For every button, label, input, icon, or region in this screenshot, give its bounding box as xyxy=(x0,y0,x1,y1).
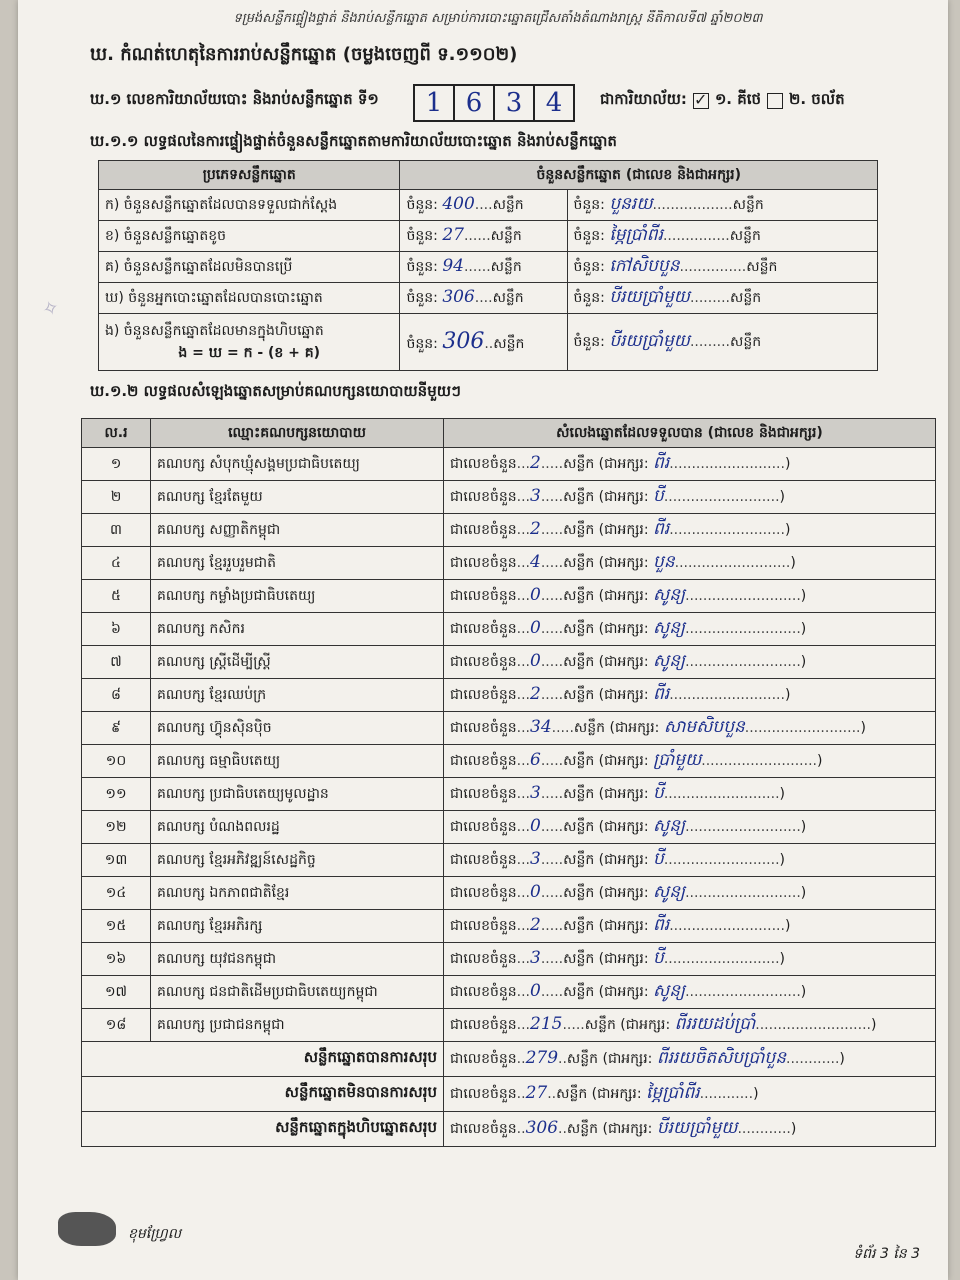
row-label: ឃ) ចំនួនអ្នកបោះឆ្នោតដែលបានបោះឆ្នោត xyxy=(99,283,400,314)
row-label: គ) ចំនួនសន្លឹកឆ្នោតដែលមិនបានប្រើ xyxy=(99,252,400,283)
party-name: គណបក្ស កសិករ xyxy=(151,613,444,646)
votes-words[interactable]: ពីរ xyxy=(653,914,670,935)
votes-cell: ជាលេខចំនួន...2.....សន្លឹក (ជាអក្សរ: ពីរ..........................) xyxy=(444,910,936,943)
row-number: ៤ xyxy=(82,547,151,580)
table-row xyxy=(82,910,936,943)
page-number: ទំព័រ 3 នៃ 3 xyxy=(853,1246,920,1262)
formula: ង = ឃ = ក - (ខ + គ) xyxy=(178,345,321,361)
total-votes-cell: ជាលេខចំនួន..306..សន្លឹក (ជាអក្សរ: បីរយប្រាំមួយ............) xyxy=(444,1112,936,1147)
count-number[interactable]: 94 xyxy=(442,256,464,276)
total-label: សន្លឹកឆ្នោតមិនបានការសរុប xyxy=(82,1077,444,1112)
party-name: គណបក្ស សំបុកឃ្មុំសង្គមប្រជាធិបតេយ្យ xyxy=(151,448,444,481)
votes-number[interactable]: 0 xyxy=(530,881,541,902)
table-row xyxy=(82,514,936,547)
votes-number[interactable]: 0 xyxy=(530,617,541,638)
table-row xyxy=(82,547,936,580)
footer-text: ខុមហ្វ្រែល xyxy=(128,1226,182,1242)
table-row xyxy=(82,481,936,514)
votes-cell: ជាលេខចំនួន...4.....សន្លឹក (ជាអក្សរ: បួន..........................) xyxy=(444,547,936,580)
row-label: ង) ចំនួនសន្លឹកឆ្នោតដែលមានក្នុងហិបឆ្នោត ង = ឃ = ក - (ខ + គ) xyxy=(99,314,400,371)
votes-cell: ជាលេខចំនួន...215.....សន្លឹក (ជាអក្សរ: ពីររយដប់ប្រាំ..........................) xyxy=(444,1009,936,1042)
count-number[interactable]: 306 xyxy=(442,287,475,307)
count-words[interactable]: បីរយប្រាំមួយ xyxy=(609,286,690,307)
votes-cell: ជាលេខចំនួន...0.....សន្លឹក (ជាអក្សរ: សូន្យ..........................) xyxy=(444,877,936,910)
votes-cell: ជាលេខចំនួន...3.....សន្លឹក (ជាអក្សរ: បី..........................) xyxy=(444,844,936,877)
count-words-cell: ចំនួន: បីរយប្រាំមួយ.........សន្លឹក xyxy=(567,283,878,314)
votes-number[interactable]: 6 xyxy=(530,749,541,770)
votes-number[interactable]: 4 xyxy=(530,551,541,572)
votes-cell: ជាលេខចំនួន...0.....សន្លឹក (ជាអក្សរ: សូន្យ..........................) xyxy=(444,976,936,1009)
total-rows xyxy=(82,1042,936,1147)
votes-words[interactable]: បី xyxy=(653,848,664,869)
party-name: គណបក្ស ប្រជាធិបតេយ្យមូលដ្ឋាន xyxy=(151,778,444,811)
table-row xyxy=(82,976,936,1009)
party-name: គណបក្ស ជនជាតិដើមប្រជាធិបតេយ្យកម្ពុជា xyxy=(151,976,444,1009)
party-name: គណបក្ស ខ្មែរអភិរក្ស xyxy=(151,910,444,943)
office-digit: 6 xyxy=(453,84,495,122)
fixed-office-label: ១. គីថេ xyxy=(714,90,762,108)
total-label: សន្លឹកឆ្នោតក្នុងហិបឆ្នោតសរុប xyxy=(82,1112,444,1147)
table-row xyxy=(82,844,936,877)
votes-number[interactable]: 0 xyxy=(530,584,541,605)
party-name: គណបក្ស ប្រជាជនកម្ពុជា xyxy=(151,1009,444,1042)
form-sheet xyxy=(18,0,948,1280)
count-number-cell: ចំនួន: 94......សន្លឹក xyxy=(400,252,567,283)
col-ballot-count: ចំនួនសន្លឹកឆ្នោត (ជាលេខ និងជាអក្សរ) xyxy=(400,161,878,190)
count-words-cell: ចំនួន: កៅសិបបួន...............សន្លឹក xyxy=(567,252,878,283)
office-digit-boxes xyxy=(415,84,575,122)
votes-cell: ជាលេខចំនួន...2.....សន្លឹក (ជាអក្សរ: ពីរ..........................) xyxy=(444,679,936,712)
votes-cell: ជាលេខចំនួន...0.....សន្លឹក (ជាអក្សរ: សូន្យ..........................) xyxy=(444,613,936,646)
row-label: ខ) ចំនួនសន្លឹកឆ្នោតខូច xyxy=(99,221,400,252)
row-number: ៩ xyxy=(82,712,151,745)
party-name: គណបក្ស ស្ត្រីដើម្បីស្ត្រី xyxy=(151,646,444,679)
votes-words[interactable]: បី xyxy=(653,947,664,968)
count-number-cell: ចំនួន: 27......សន្លឹក xyxy=(400,221,567,252)
mobile-office-checkbox[interactable] xyxy=(767,93,783,109)
votes-number[interactable]: 2 xyxy=(530,914,541,935)
section2-title: ឃ.១.២ លទ្ធផលសំឡេងឆ្នោតសម្រាប់គណបក្សនយោបាយនីមួយៗ xyxy=(90,382,461,400)
votes-number[interactable]: 215 xyxy=(530,1013,563,1034)
table-row xyxy=(82,580,936,613)
row-number: ៧ xyxy=(82,646,151,679)
row-label: ក) ចំនួនសន្លឹកឆ្នោតដែលបានទទួលជាក់ស្តែង xyxy=(99,190,400,221)
total-row xyxy=(82,1112,936,1147)
votes-cell: ជាលេខចំនួន...3.....សន្លឹក (ជាអក្សរ: បី..........................) xyxy=(444,778,936,811)
count-words[interactable]: កៅសិបបួន xyxy=(609,255,680,276)
table-row xyxy=(82,778,936,811)
table-row xyxy=(82,943,936,976)
table-row xyxy=(82,712,936,745)
votes-words[interactable]: ពីររយដប់ប្រាំ xyxy=(674,1013,756,1034)
office-type-label: ជាការិយាល័យ: xyxy=(600,90,687,108)
votes-words[interactable]: សាមសិបបួន xyxy=(663,716,745,737)
count-number[interactable]: 400 xyxy=(442,194,475,214)
row-number: ៥ xyxy=(82,580,151,613)
row-number: ៨ xyxy=(82,679,151,712)
row-number: ៦ xyxy=(82,613,151,646)
count-words[interactable]: បួនរយ xyxy=(609,193,653,214)
votes-number[interactable]: 3 xyxy=(530,782,541,803)
count-number-cell: ចំនួន: 306..សន្លឹក xyxy=(400,314,567,371)
office-digit: 1 xyxy=(413,84,455,122)
count-words[interactable]: ម្ភៃប្រាំពីរ xyxy=(609,224,663,245)
votes-number[interactable]: 0 xyxy=(530,980,541,1001)
fixed-office-checkbox[interactable] xyxy=(693,93,709,109)
row-number: ១ xyxy=(82,448,151,481)
votes-number[interactable]: 2 xyxy=(530,518,541,539)
count-number[interactable]: 306 xyxy=(442,329,485,354)
votes-cell: ជាលេខចំនួន...3.....សន្លឹក (ជាអក្សរ: បី..........................) xyxy=(444,943,936,976)
party-name: គណបក្ស ខ្មែរអភិវឌ្ឍន៍សេដ្ឋកិច្ច xyxy=(151,844,444,877)
votes-cell: ជាលេខចំនួន...2.....សន្លឹក (ជាអក្សរ: ពីរ..........................) xyxy=(444,448,936,481)
votes-cell: ជាលេខចំនួន...6.....សន្លឹក (ជាអក្សរ: ប្រាំមួយ..........................) xyxy=(444,745,936,778)
table-row xyxy=(82,811,936,844)
count-number[interactable]: 27 xyxy=(442,225,464,245)
table-row xyxy=(99,314,878,371)
row-number: ១២ xyxy=(82,811,151,844)
col-number: ល.រ xyxy=(82,419,151,448)
count-number-cell: ចំនួន: 306....សន្លឹក xyxy=(400,283,567,314)
party-name: គណបក្ស ធម្មាធិបតេយ្យ xyxy=(151,745,444,778)
votes-words[interactable]: បី xyxy=(653,485,664,506)
row-number: ១០ xyxy=(82,745,151,778)
count-words-cell: ចំនួន: បីរយប្រាំមួយ.........សន្លឹក xyxy=(567,314,878,371)
count-number-cell: ចំនួន: 400....សន្លឹក xyxy=(400,190,567,221)
total-words[interactable]: បីរយប្រាំមួយ xyxy=(656,1117,738,1138)
row-number: ១១ xyxy=(82,778,151,811)
section-title: ឃ. កំណត់ហេតុនៃការរាប់សន្លឹកឆ្នោត (ចម្លងចេញពី ទ.១១០២) xyxy=(90,44,518,65)
votes-words[interactable]: សូន្យ xyxy=(653,881,686,902)
row-number: ៣ xyxy=(82,514,151,547)
section1-title: ឃ.១.១ លទ្ធផលនៃការផ្ទៀងផ្ទាត់ចំនួនសន្លឹកឆ្នោតតាមការិយាល័យបោះឆ្នោត និងរាប់សន្លឹកឆ្នោត xyxy=(90,132,617,150)
votes-number[interactable]: 3 xyxy=(530,947,541,968)
votes-cell: ជាលេខចំនួន...34.....សន្លឹក (ជាអក្សរ: សាមសិបបួន..........................) xyxy=(444,712,936,745)
table-row xyxy=(82,745,936,778)
table-row xyxy=(82,877,936,910)
table-row xyxy=(82,613,936,646)
votes-words[interactable]: សូន្យ xyxy=(653,980,686,1001)
total-label: សន្លឹកឆ្នោតបានការសរុប xyxy=(82,1042,444,1077)
office-number-label: ឃ.១ លេខការិយាល័យបោះ និងរាប់សន្លឹកឆ្នោត ទី១ xyxy=(90,90,379,108)
party-name: គណបក្ស ហ៊្វុនស៊ិនប៉ិច xyxy=(151,712,444,745)
office-digit: 4 xyxy=(533,84,575,122)
party-rows xyxy=(82,448,936,1042)
votes-words[interactable]: សូន្យ xyxy=(653,617,686,638)
count-words[interactable]: បីរយប្រាំមួយ xyxy=(609,330,690,351)
table-row xyxy=(99,190,878,221)
votes-number[interactable]: 2 xyxy=(530,683,541,704)
total-row xyxy=(82,1042,936,1077)
col-party: ឈ្មោះគណបក្សនយោបាយ xyxy=(151,419,444,448)
party-name: គណបក្ស ខ្មែរតែមួយ xyxy=(151,481,444,514)
votes-words[interactable]: ប្រាំមួយ xyxy=(653,749,702,770)
votes-number[interactable]: 3 xyxy=(530,485,541,506)
row-number: ១៦ xyxy=(82,943,151,976)
row-number: ១៤ xyxy=(82,877,151,910)
table-row xyxy=(82,448,936,481)
table-row xyxy=(99,252,878,283)
row-number: ១៥ xyxy=(82,910,151,943)
total-votes-cell: ជាលេខចំនួន..279..សន្លឹក (ជាអក្សរ: ពីររយចិតសិបប្រាំបួន............) xyxy=(444,1042,936,1077)
office-type-group xyxy=(600,90,845,112)
table-row xyxy=(99,221,878,252)
office-digit: 3 xyxy=(493,84,535,122)
votes-number[interactable]: 2 xyxy=(530,452,541,473)
votes-words[interactable]: ពីរ xyxy=(653,683,670,704)
count-words-cell: ចំនួន: បួនរយ..................សន្លឹក xyxy=(567,190,878,221)
row-number: ២ xyxy=(82,481,151,514)
votes-cell: ជាលេខចំនួន...2.....សន្លឹក (ជាអក្សរ: ពីរ..........................) xyxy=(444,514,936,547)
votes-words[interactable]: ពីរ xyxy=(653,452,670,473)
votes-cell: ជាលេខចំនួន...0.....សន្លឹក (ជាអក្សរ: សូន្យ..........................) xyxy=(444,811,936,844)
table-row xyxy=(99,283,878,314)
votes-cell: ជាលេខចំនួន...0.....សន្លឹក (ជាអក្សរ: សូន្យ..........................) xyxy=(444,646,936,679)
cambodia-map-logo xyxy=(58,1212,116,1246)
total-words[interactable]: ពីររយចិតសិបប្រាំបួន xyxy=(656,1047,787,1068)
total-votes-cell: ជាលេខចំនួន..27..សន្លឹក (ជាអក្សរ: ម្ភៃប្រាំពីរ............) xyxy=(444,1077,936,1112)
total-row xyxy=(82,1077,936,1112)
table-row xyxy=(82,679,936,712)
votes-words[interactable]: ពីរ xyxy=(653,518,670,539)
votes-words[interactable]: សូន្យ xyxy=(653,650,686,671)
party-votes-table xyxy=(81,418,936,1147)
party-name: គណបក្ស ខ្មែរឈប់ក្រ xyxy=(151,679,444,712)
votes-number[interactable]: 0 xyxy=(530,650,541,671)
col-votes: សំលេងឆ្នោតដែលទទួលបាន (ជាលេខ និងជាអក្សរ) xyxy=(444,419,936,448)
votes-words[interactable]: សូន្យ xyxy=(653,815,686,836)
party-name: គណបក្ស ខ្មែររួបរួមជាតិ xyxy=(151,547,444,580)
table-row xyxy=(82,1009,936,1042)
votes-number[interactable]: 34 xyxy=(530,716,552,737)
party-name: គណបក្ស ឯកភាពជាតិខ្មែរ xyxy=(151,877,444,910)
table-row xyxy=(82,646,936,679)
count-words-cell: ចំនួន: ម្ភៃប្រាំពីរ...............សន្លឹក xyxy=(567,221,878,252)
party-name: គណបក្ស បំណងពលរដ្ឋ xyxy=(151,811,444,844)
party-name: គណបក្ស កម្លាំងប្រជាធិបតេយ្យ xyxy=(151,580,444,613)
votes-cell: ជាលេខចំនួន...0.....សន្លឹក (ជាអក្សរ: សូន្យ..........................) xyxy=(444,580,936,613)
row-number: ១៨ xyxy=(82,1009,151,1042)
form-header-note: ទម្រង់សន្លឹកផ្ទៀងផ្ទាត់ និងរាប់សន្លឹកឆ្នោត សម្រាប់ការបោះឆ្នោតជ្រើសតាំងតំណាងរាស្ត្រ នីតិកាលទី៧ ឆ្នាំ២០២៣ xyxy=(233,11,763,26)
total-number[interactable]: 306 xyxy=(525,1117,559,1138)
total-number[interactable]: 279 xyxy=(525,1047,559,1068)
votes-cell: ជាលេខចំនួន...3.....សន្លឹក (ជាអក្សរ: បី..........................) xyxy=(444,481,936,514)
office-number-row xyxy=(90,84,930,120)
votes-words[interactable]: បួន xyxy=(653,551,675,572)
party-name: គណបក្ស យុវជនកម្ពុជា xyxy=(151,943,444,976)
faint-stamp-mark: ✧ xyxy=(38,294,63,323)
col-ballot-type: ប្រភេទសន្លឹកឆ្នោត xyxy=(99,161,400,190)
mobile-office-label: ២. ចល័ត xyxy=(789,90,845,108)
row-number: ១៧ xyxy=(82,976,151,1009)
ballot-verification-table xyxy=(98,160,878,371)
votes-number[interactable]: 0 xyxy=(530,815,541,836)
votes-words[interactable]: បី xyxy=(653,782,664,803)
party-name: គណបក្ស សញ្ញាតិកម្ពុជា xyxy=(151,514,444,547)
total-words[interactable]: ម្ភៃប្រាំពីរ xyxy=(646,1082,700,1103)
votes-number[interactable]: 3 xyxy=(530,848,541,869)
votes-words[interactable]: សូន្យ xyxy=(653,584,686,605)
row-number: ១៣ xyxy=(82,844,151,877)
total-number[interactable]: 27 xyxy=(525,1082,548,1103)
